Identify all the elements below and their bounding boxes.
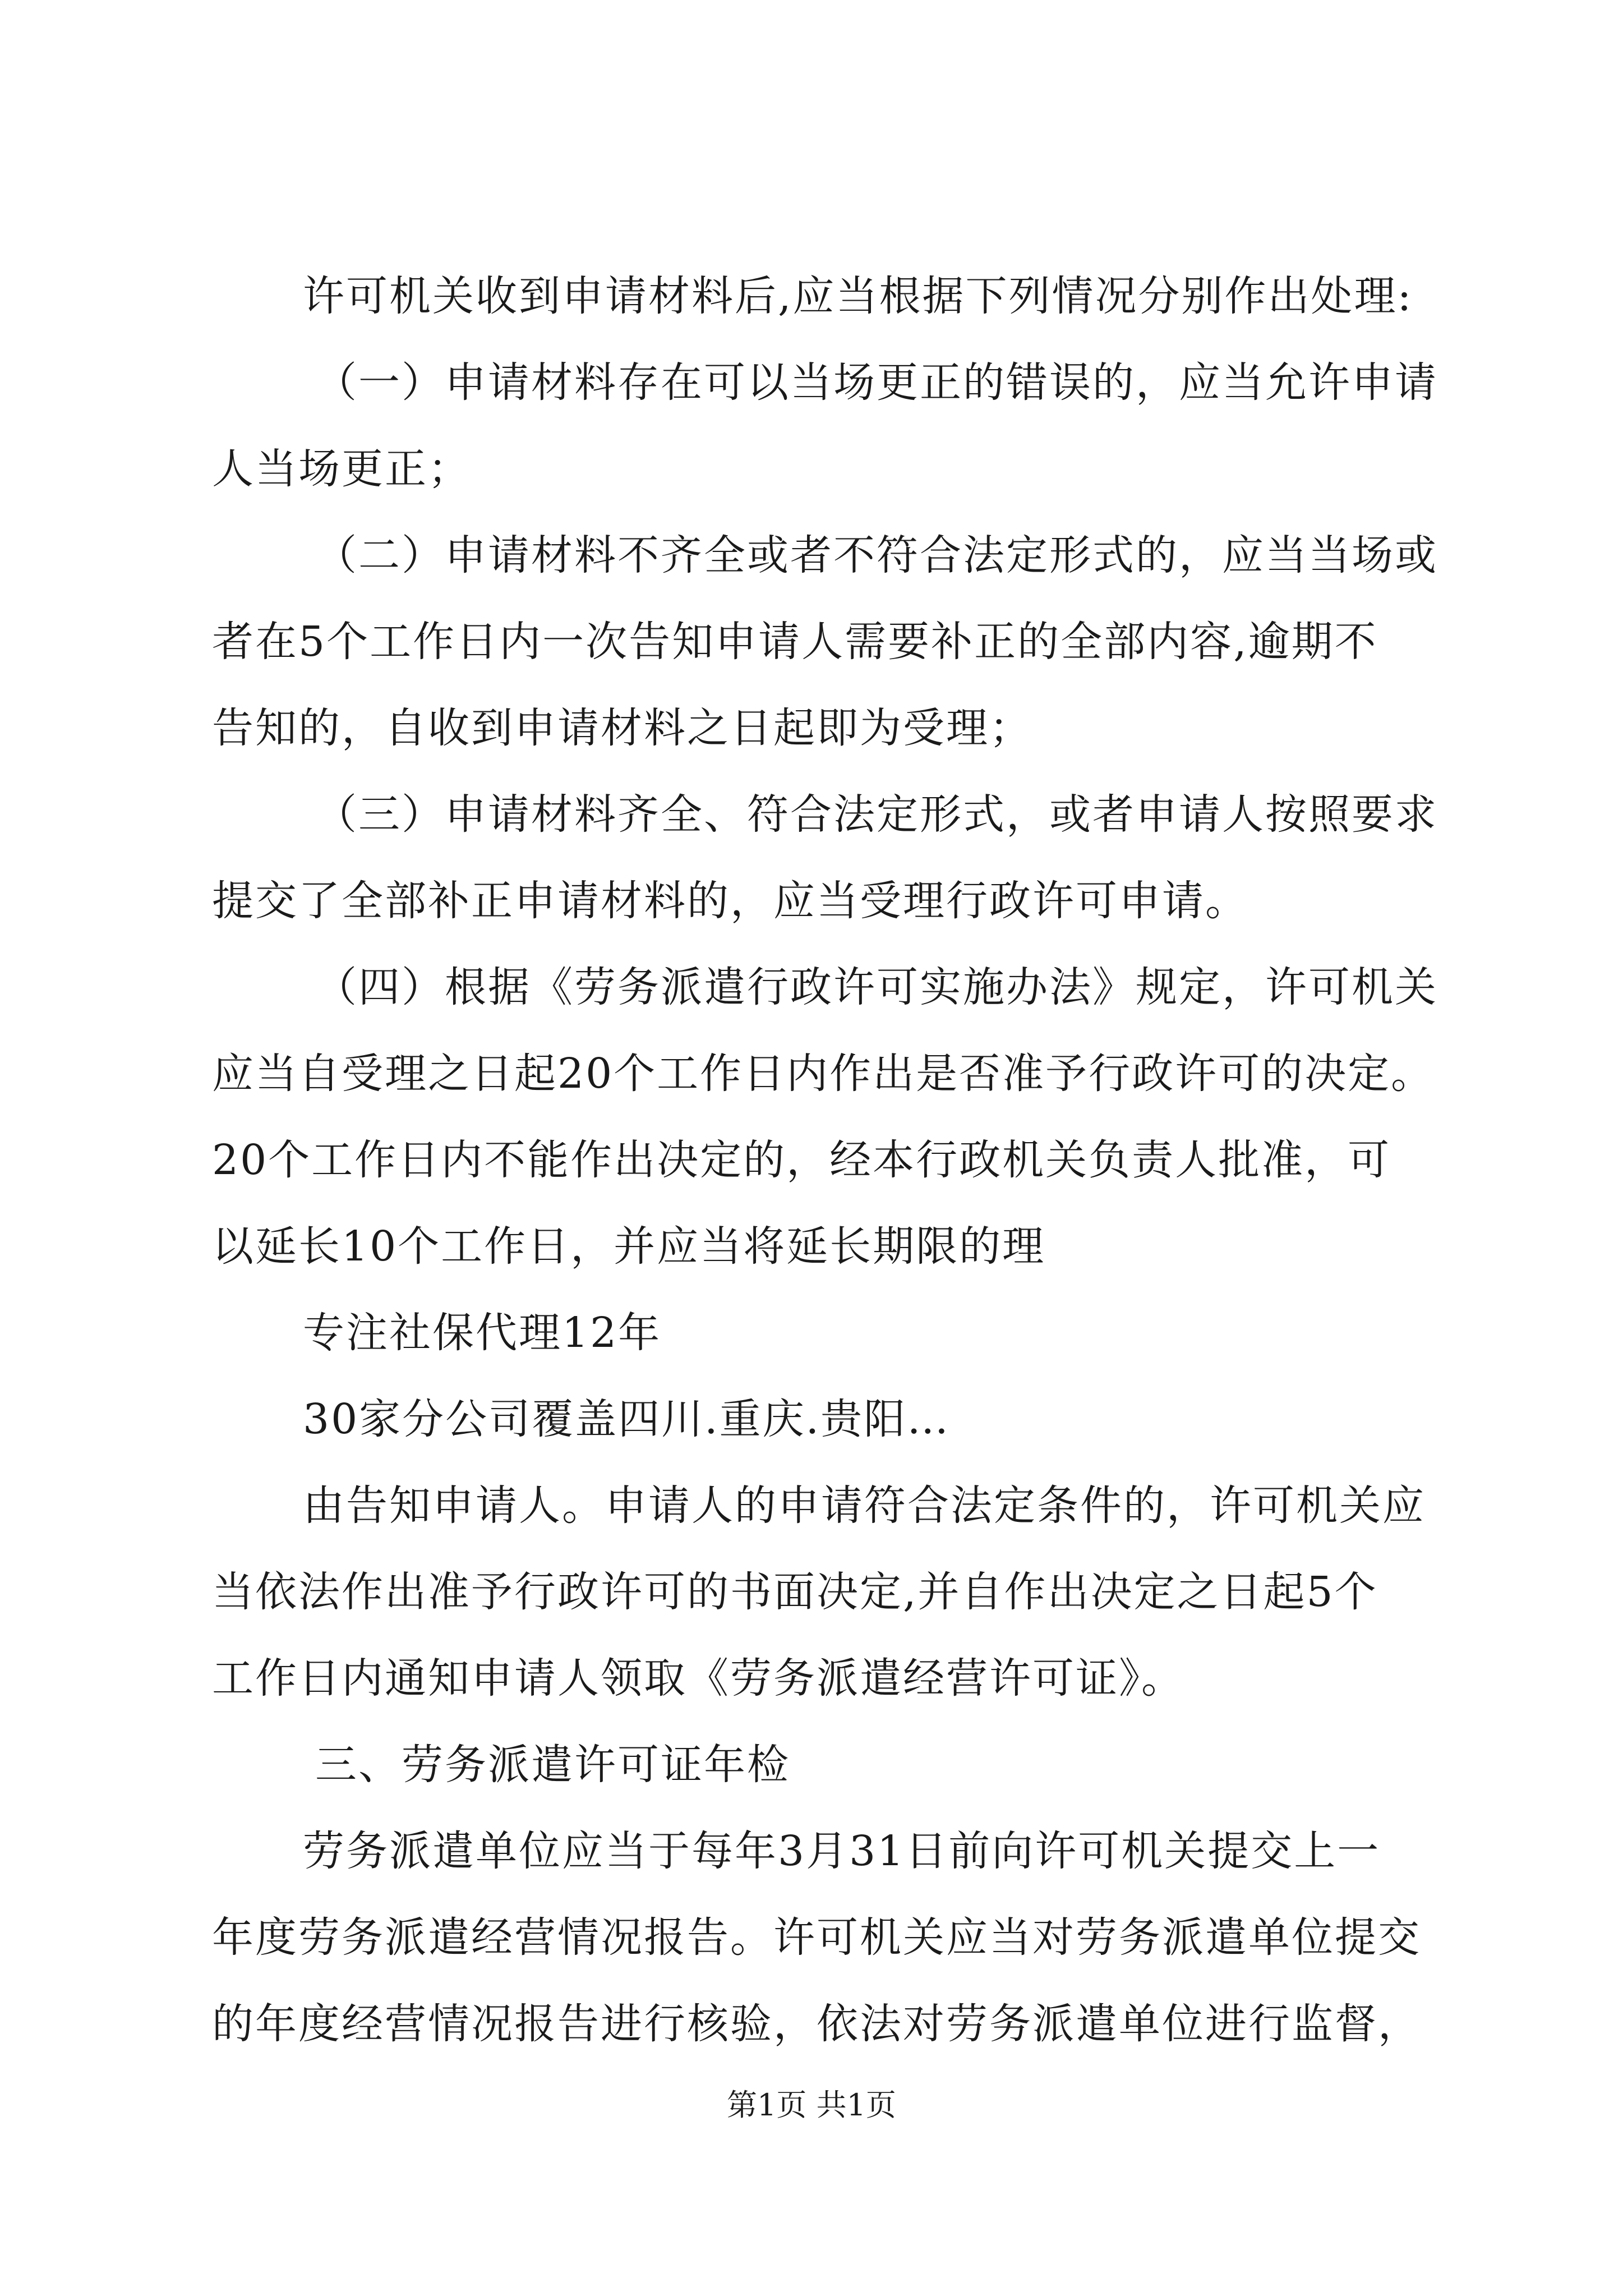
paragraph-line: 人当场更正； bbox=[212, 445, 471, 493]
paragraph-line: 当依法作出准予行政许可的书面决定,并自作出决定之日起5个 bbox=[212, 1568, 1378, 1616]
paragraph-line: （一）申请材料存在可以当场更正的错误的，应当允许申请 bbox=[315, 358, 1438, 407]
paragraph-line: 许可机关收到申请材料后,应当根据下列情况分别作出处理: bbox=[303, 272, 1413, 320]
paragraph-line: 提交了全部补正申请材料的，应当受理行政许可申请。 bbox=[212, 877, 1248, 925]
page-number-footer: 第1页 共1页 bbox=[727, 2087, 896, 2123]
paragraph-line: （二）申请材料不齐全或者不符合法定形式的，应当当场或 bbox=[315, 531, 1438, 579]
paragraph-line: 20个工作日内不能作出决定的，经本行政机关负责人批准，可 bbox=[212, 1136, 1391, 1184]
paragraph-line: 的年度经营情况报告进行核验，依法对劳务派遣单位进行监督， bbox=[212, 2000, 1421, 2048]
section-heading: 三、劳务派遣许可证年检 bbox=[315, 1741, 790, 1789]
paragraph-line: 30家分公司覆盖四川.重庆.贵阳… bbox=[303, 1395, 951, 1443]
paragraph-line: 以延长10个工作日，并应当将延长期限的理 bbox=[212, 1222, 1046, 1271]
paragraph-line: （三）申请材料齐全、符合法定形式，或者申请人按照要求 bbox=[315, 790, 1438, 839]
paragraph-line: 者在5个工作日内一次告知申请人需要补正的全部内容,逾期不 bbox=[212, 618, 1378, 666]
paragraph-line: 应当自受理之日起20个工作日内作出是否准予行政许可的决定。 bbox=[212, 1050, 1435, 1098]
paragraph-line: 劳务派遣单位应当于每年3月31日前向许可机关提交上一 bbox=[303, 1827, 1381, 1875]
paragraph-line: 工作日内通知申请人领取《劳务派遣经营许可证》。 bbox=[212, 1654, 1184, 1703]
paragraph-line: 告知的，自收到申请材料之日起即为受理； bbox=[212, 704, 1032, 752]
paragraph-line: 年度劳务派遣经营情况报告。许可机关应当对劳务派遣单位提交 bbox=[212, 1913, 1421, 1962]
paragraph-line: 专注社保代理12年 bbox=[303, 1309, 662, 1357]
paragraph-line: （四）根据《劳务派遣行政许可实施办法》规定，许可机关 bbox=[315, 963, 1438, 1011]
paragraph-line: 由告知申请人。申请人的申请符合法定条件的，许可机关应 bbox=[303, 1481, 1426, 1530]
